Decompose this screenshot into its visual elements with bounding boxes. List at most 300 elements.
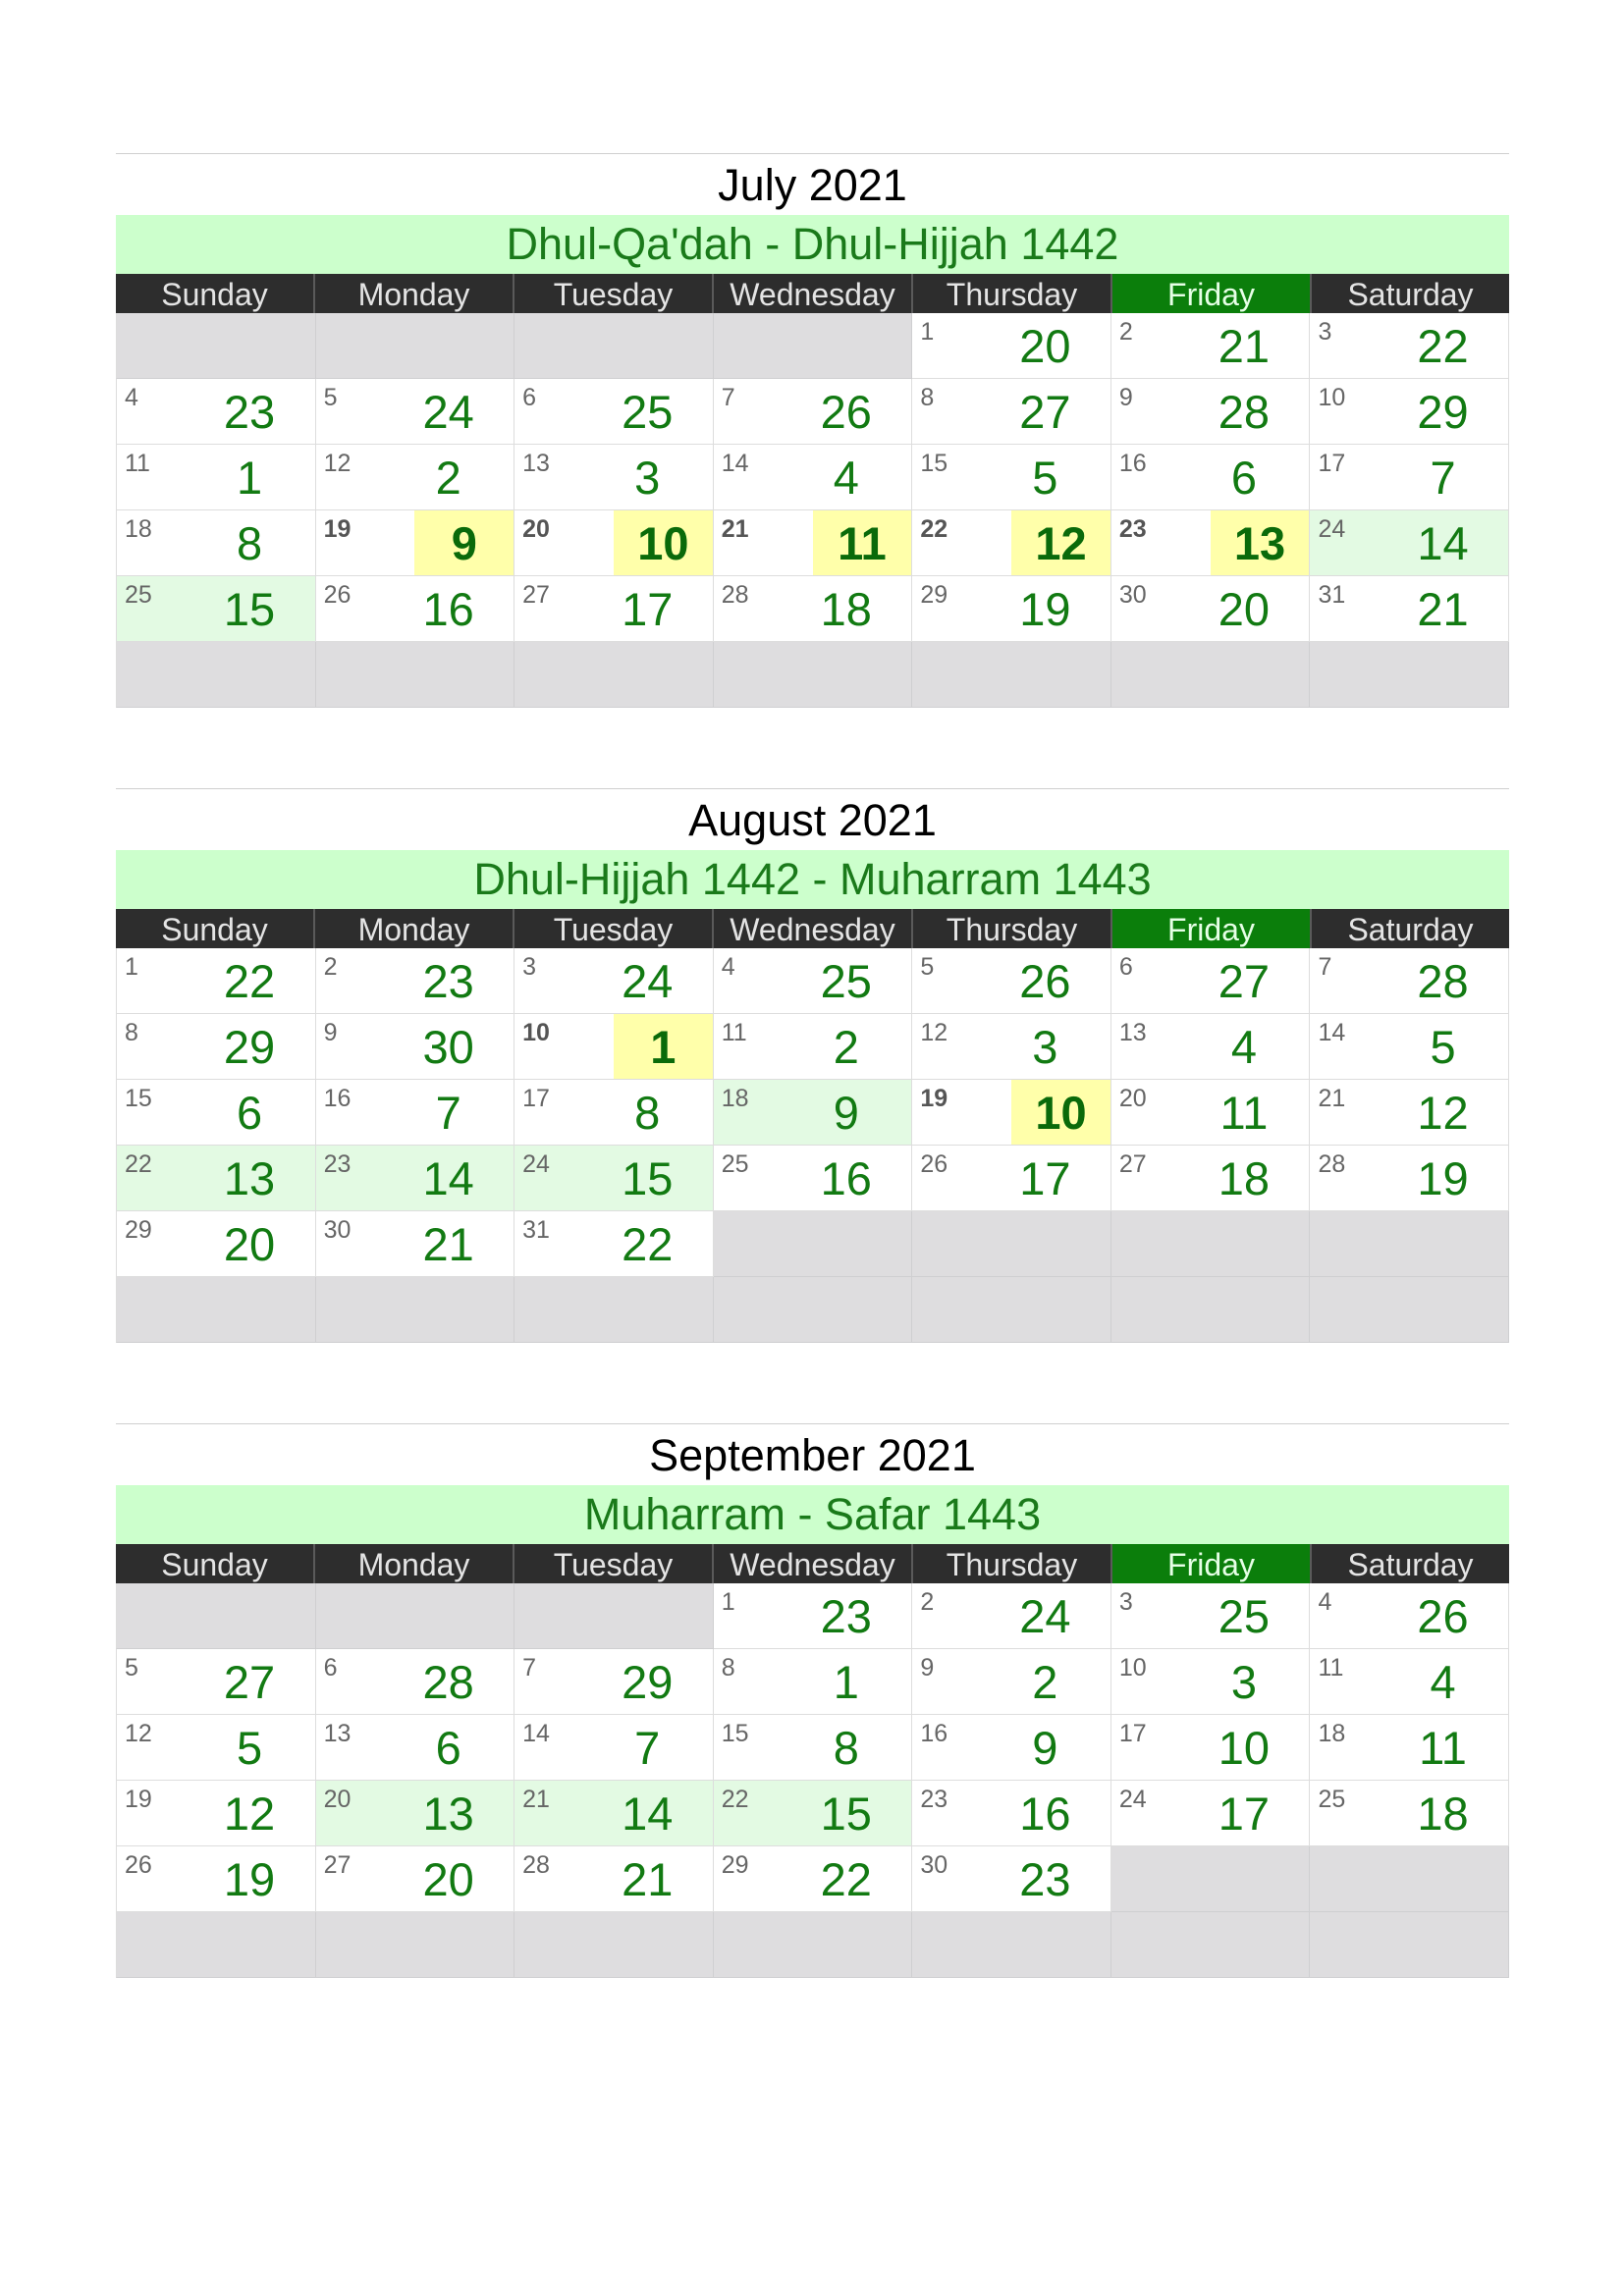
gregorian-day-number: 19: [125, 1786, 152, 1813]
gregorian-day-number: 24: [522, 1150, 550, 1178]
empty-day-cell: [1310, 1277, 1509, 1343]
gregorian-day-number: 27: [323, 1851, 352, 1879]
gregorian-day-number: 29: [721, 1851, 749, 1879]
hijri-day-number: 13: [1211, 510, 1310, 575]
day-cell: [714, 1146, 913, 1211]
day-cell: [1111, 1649, 1311, 1715]
gregorian-day-number: 25: [125, 581, 152, 609]
hijri-day-number: 20: [1218, 582, 1271, 635]
hijri-day-number: 27: [1019, 385, 1071, 438]
hijri-day-number: 23: [820, 1589, 872, 1642]
week-row: [116, 510, 1509, 576]
gregorian-day-number: 3: [1118, 1588, 1133, 1616]
weekday-monday: Monday: [315, 1544, 514, 1583]
hijri-day-number: 22: [622, 1217, 674, 1270]
gregorian-day-number: 13: [323, 1720, 352, 1747]
gregorian-day-number: 15: [721, 1720, 749, 1747]
gregorian-day-number: 27: [1118, 1150, 1147, 1178]
empty-day-cell: [912, 1211, 1111, 1277]
calendar-grid: [116, 948, 1509, 1343]
gregorian-day-number: 14: [1318, 1019, 1346, 1046]
week-row: [116, 1014, 1509, 1080]
gregorian-day-number: 9: [1118, 384, 1133, 411]
month-august: [116, 788, 1509, 1343]
gregorian-day-number: 30: [323, 1216, 352, 1244]
week-row: [116, 445, 1509, 510]
gregorian-day-number: 3: [1318, 318, 1332, 346]
gregorian-day-number: 10: [522, 1019, 550, 1046]
hijri-day-number: 20: [223, 1217, 276, 1270]
hijri-day-number: 18: [1417, 1787, 1469, 1840]
gregorian-day-number: 12: [920, 1019, 948, 1046]
hijri-day-number: 16: [1019, 1787, 1071, 1840]
weekday-thursday: Thursday: [913, 909, 1112, 948]
empty-day-cell: [116, 1912, 316, 1978]
gregorian-day-number: 19: [323, 515, 352, 543]
gregorian-day-number: 22: [920, 515, 948, 543]
day-cell: [316, 510, 515, 576]
gregorian-day-number: 20: [323, 1786, 352, 1813]
empty-day-cell: [912, 642, 1111, 708]
hijri-day-number: 8: [634, 1086, 661, 1139]
hijri-day-number: 8: [833, 1721, 859, 1774]
day-cell: [116, 1211, 316, 1277]
gregorian-day-number: 18: [721, 1085, 749, 1112]
weekday-thursday: Thursday: [913, 1544, 1112, 1583]
hijri-day-number: 17: [622, 582, 674, 635]
hijri-day-number: 21: [622, 1852, 674, 1905]
weekday-friday: Friday: [1112, 909, 1312, 948]
day-cell: [116, 379, 316, 445]
weekday-tuesday: Tuesday: [514, 274, 714, 313]
gregorian-day-number: 28: [1318, 1150, 1346, 1178]
gregorian-day-number: 16: [1118, 450, 1147, 477]
gregorian-day-number: 28: [721, 581, 749, 609]
empty-day-cell: [316, 1583, 515, 1649]
hijri-day-number: 21: [422, 1217, 474, 1270]
day-cell: [912, 445, 1111, 510]
day-cell: [116, 948, 316, 1014]
gregorian-day-number: 25: [1318, 1786, 1346, 1813]
hijri-day-number: 20: [422, 1852, 474, 1905]
day-cell: [1310, 1583, 1509, 1649]
day-cell: [1111, 1080, 1311, 1146]
gregorian-day-number: 14: [522, 1720, 550, 1747]
hijri-day-number: 2: [435, 451, 461, 504]
hijri-day-number: 28: [422, 1655, 474, 1708]
gregorian-day-number: 21: [721, 515, 749, 543]
weekday-wednesday: Wednesday: [714, 274, 913, 313]
weekday-header: [116, 1544, 1509, 1583]
day-cell: [1111, 1014, 1311, 1080]
gregorian-day-number: 18: [1318, 1720, 1346, 1747]
day-cell: [912, 1080, 1111, 1146]
hijri-day-number: 12: [223, 1787, 276, 1840]
hijri-day-number: 10: [1218, 1721, 1271, 1774]
gregorian-day-number: 23: [920, 1786, 948, 1813]
hijri-day-number: 12: [1011, 510, 1110, 575]
day-cell: [1111, 948, 1311, 1014]
day-cell: [1310, 576, 1509, 642]
empty-day-cell: [116, 1583, 316, 1649]
hijri-day-number: 11: [1219, 1086, 1269, 1139]
hijri-day-number: 15: [622, 1151, 674, 1204]
month-september: [116, 1423, 1509, 1978]
month-title: July 2021: [718, 160, 907, 210]
day-cell: [316, 1846, 515, 1912]
gregorian-day-number: 23: [1118, 515, 1147, 543]
hijri-day-number: 24: [1019, 1589, 1071, 1642]
empty-day-cell: [714, 1912, 913, 1978]
day-cell: [116, 445, 316, 510]
hijri-day-number: 18: [820, 582, 872, 635]
day-cell: [514, 510, 714, 576]
hijri-day-number: 10: [1011, 1080, 1110, 1145]
gregorian-day-number: 22: [125, 1150, 152, 1178]
day-cell: [116, 1080, 316, 1146]
gregorian-day-number: 25: [721, 1150, 749, 1178]
gregorian-day-number: 1: [920, 318, 935, 346]
day-cell: [1111, 313, 1311, 379]
hijri-day-number: 21: [1417, 582, 1469, 635]
day-cell: [912, 379, 1111, 445]
day-cell: [912, 1146, 1111, 1211]
calendar-grid: [116, 1583, 1509, 1978]
day-cell: [912, 510, 1111, 576]
gregorian-day-number: 13: [1118, 1019, 1147, 1046]
hijri-day-number: 2: [1032, 1655, 1058, 1708]
day-cell: [912, 576, 1111, 642]
day-cell: [316, 1146, 515, 1211]
empty-day-cell: [514, 1277, 714, 1343]
gregorian-day-number: 1: [125, 953, 138, 981]
gregorian-day-number: 26: [920, 1150, 948, 1178]
day-cell: [1111, 1146, 1311, 1211]
day-cell: [714, 1715, 913, 1781]
day-cell: [714, 1781, 913, 1846]
hijri-day-number: 29: [622, 1655, 674, 1708]
day-cell: [316, 445, 515, 510]
hijri-day-number: 8: [236, 516, 263, 569]
day-cell: [1310, 445, 1509, 510]
gregorian-day-number: 10: [1118, 1654, 1147, 1682]
hijri-day-number: 23: [1019, 1852, 1071, 1905]
week-row: [116, 1080, 1509, 1146]
weekday-header: [116, 274, 1509, 313]
hijri-day-number: 17: [1019, 1151, 1071, 1204]
month-title: August 2021: [688, 795, 937, 845]
day-cell: [116, 1781, 316, 1846]
empty-day-cell: [514, 1912, 714, 1978]
gregorian-day-number: 2: [1118, 318, 1133, 346]
day-cell: [116, 576, 316, 642]
hijri-day-number: 18: [1218, 1151, 1271, 1204]
day-cell: [1111, 379, 1311, 445]
empty-day-cell: [116, 313, 316, 379]
month-july: [116, 153, 1509, 708]
empty-day-cell: [1310, 1846, 1509, 1912]
weekday-header: [116, 909, 1509, 948]
gregorian-day-number: 11: [721, 1019, 747, 1046]
day-cell: [1111, 445, 1311, 510]
day-cell: [514, 379, 714, 445]
hijri-month-banner: Dhul-Hijjah 1442 - Muharram 1443: [116, 850, 1509, 909]
empty-day-cell: [912, 1912, 1111, 1978]
day-cell: [316, 379, 515, 445]
gregorian-day-number: 11: [1318, 1654, 1344, 1682]
hijri-day-number: 10: [614, 510, 713, 575]
gregorian-day-number: 4: [125, 384, 138, 411]
hijri-day-number: 25: [1218, 1589, 1271, 1642]
gregorian-day-number: 4: [1318, 1588, 1332, 1616]
gregorian-day-number: 16: [920, 1720, 948, 1747]
day-cell: [514, 1080, 714, 1146]
day-cell: [912, 1781, 1111, 1846]
gregorian-day-number: 7: [721, 384, 735, 411]
gregorian-day-number: 23: [323, 1150, 352, 1178]
day-cell: [116, 1715, 316, 1781]
day-cell: [514, 1715, 714, 1781]
empty-day-cell: [316, 1277, 515, 1343]
hijri-day-number: 26: [820, 385, 872, 438]
day-cell: [514, 1781, 714, 1846]
hijri-day-number: 30: [422, 1020, 474, 1073]
day-cell: [912, 1583, 1111, 1649]
hijri-day-number: 17: [1218, 1787, 1271, 1840]
day-cell: [714, 510, 913, 576]
gregorian-day-number: 13: [522, 450, 550, 477]
gregorian-day-number: 29: [920, 581, 948, 609]
hijri-day-number: 14: [422, 1151, 474, 1204]
week-row: [116, 1277, 1509, 1343]
week-row: [116, 1912, 1509, 1978]
week-row: [116, 379, 1509, 445]
weekday-saturday: Saturday: [1347, 277, 1474, 312]
weekday-tuesday: Tuesday: [514, 909, 714, 948]
hijri-day-number: 24: [622, 954, 674, 1007]
hijri-day-number: 28: [1218, 385, 1271, 438]
hijri-day-number: 23: [422, 954, 474, 1007]
day-cell: [714, 1080, 913, 1146]
day-cell: [116, 1649, 316, 1715]
hijri-day-number: 29: [223, 1020, 276, 1073]
hijri-day-number: 28: [1417, 954, 1469, 1007]
hijri-day-number: 11: [1419, 1721, 1467, 1774]
week-row: [116, 1583, 1509, 1649]
gregorian-day-number: 8: [920, 384, 935, 411]
day-cell: [116, 1014, 316, 1080]
week-row: [116, 1715, 1509, 1781]
gregorian-day-number: 11: [125, 450, 150, 477]
gregorian-day-number: 17: [522, 1085, 550, 1112]
hijri-day-number: 1: [833, 1655, 859, 1708]
week-row: [116, 948, 1509, 1014]
gregorian-day-number: 1: [721, 1588, 735, 1616]
week-row: [116, 313, 1509, 379]
hijri-day-number: 7: [1430, 451, 1456, 504]
gregorian-day-number: 30: [1118, 581, 1147, 609]
gregorian-day-number: 26: [125, 1851, 152, 1879]
empty-day-cell: [116, 642, 316, 708]
gregorian-day-number: 10: [1318, 384, 1346, 411]
day-cell: [514, 1649, 714, 1715]
hijri-day-number: 6: [1230, 451, 1258, 504]
hijri-day-number: 16: [820, 1151, 872, 1204]
day-cell: [514, 1846, 714, 1912]
week-row: [116, 1846, 1509, 1912]
hijri-month-banner: Dhul-Qa'dah - Dhul-Hijjah 1442: [116, 215, 1509, 274]
day-cell: [316, 1014, 515, 1080]
gregorian-day-number: 9: [920, 1654, 935, 1682]
hijri-day-number: 13: [422, 1787, 474, 1840]
day-cell: [1310, 379, 1509, 445]
day-cell: [316, 1211, 515, 1277]
gregorian-day-number: 21: [522, 1786, 550, 1813]
hijri-day-number: 24: [422, 385, 474, 438]
day-cell: [1111, 576, 1311, 642]
day-cell: [714, 379, 913, 445]
day-cell: [912, 1715, 1111, 1781]
day-cell: [1111, 1781, 1311, 1846]
hijri-day-number: 4: [1430, 1655, 1456, 1708]
day-cell: [1310, 1781, 1509, 1846]
weekday-sunday: Sunday: [116, 909, 315, 948]
day-cell: [514, 1014, 714, 1080]
empty-day-cell: [514, 642, 714, 708]
week-row: [116, 1146, 1509, 1211]
empty-day-cell: [1310, 1211, 1509, 1277]
empty-day-cell: [1111, 1211, 1311, 1277]
gregorian-day-number: 24: [1118, 1786, 1147, 1813]
day-cell: [1111, 510, 1311, 576]
gregorian-day-number: 29: [125, 1216, 152, 1244]
empty-day-cell: [316, 1912, 515, 1978]
hijri-day-number: 22: [1417, 319, 1469, 372]
empty-day-cell: [116, 1277, 316, 1343]
empty-day-cell: [714, 1277, 913, 1343]
gregorian-day-number: 8: [721, 1654, 735, 1682]
day-cell: [1310, 1014, 1509, 1080]
week-row: [116, 1649, 1509, 1715]
day-cell: [912, 1846, 1111, 1912]
day-cell: [316, 1715, 515, 1781]
hijri-day-number: 2: [833, 1020, 859, 1073]
gregorian-day-number: 9: [323, 1019, 338, 1046]
empty-day-cell: [316, 642, 515, 708]
day-cell: [316, 1080, 515, 1146]
gregorian-day-number: 22: [721, 1786, 749, 1813]
hijri-day-number: 16: [422, 582, 474, 635]
weekday-sunday: Sunday: [116, 274, 315, 313]
hijri-day-number: 4: [1230, 1020, 1258, 1073]
hijri-day-number: 5: [1032, 451, 1058, 504]
weekday-tuesday: Tuesday: [514, 1544, 714, 1583]
gregorian-day-number: 17: [1318, 450, 1346, 477]
hijri-day-number: 14: [1417, 516, 1469, 569]
day-cell: [1111, 1715, 1311, 1781]
day-cell: [116, 1146, 316, 1211]
gregorian-day-number: 14: [721, 450, 749, 477]
hijri-day-number: 27: [223, 1655, 276, 1708]
empty-day-cell: [714, 313, 913, 379]
gregorian-day-number: 31: [522, 1216, 550, 1244]
gregorian-day-number: 16: [323, 1085, 352, 1112]
gregorian-day-number: 20: [1118, 1085, 1147, 1112]
hijri-day-number: 23: [223, 385, 276, 438]
gregorian-day-number: 31: [1318, 581, 1346, 609]
empty-day-cell: [1111, 1912, 1311, 1978]
day-cell: [714, 1649, 913, 1715]
day-cell: [912, 948, 1111, 1014]
hijri-day-number: 3: [634, 451, 661, 504]
gregorian-day-number: 5: [323, 384, 338, 411]
weekday-monday: Monday: [315, 274, 514, 313]
week-row: [116, 642, 1509, 708]
weekday-wednesday: Wednesday: [714, 1544, 913, 1583]
day-cell: [1310, 313, 1509, 379]
week-row: [116, 576, 1509, 642]
hijri-day-number: 15: [820, 1787, 872, 1840]
empty-day-cell: [316, 313, 515, 379]
weekday-saturday: Saturday: [1347, 1547, 1474, 1582]
day-cell: [316, 576, 515, 642]
gregorian-day-number: 19: [920, 1085, 948, 1112]
gregorian-day-number: 15: [920, 450, 948, 477]
gregorian-day-number: 5: [920, 953, 935, 981]
gregorian-day-number: 5: [125, 1654, 138, 1682]
hijri-day-number: 6: [236, 1086, 263, 1139]
day-cell: [514, 948, 714, 1014]
hijri-day-number: 22: [223, 954, 276, 1007]
hijri-day-number: 5: [236, 1721, 263, 1774]
hijri-day-number: 19: [223, 1852, 276, 1905]
gregorian-day-number: 30: [920, 1851, 948, 1879]
day-cell: [316, 948, 515, 1014]
day-cell: [316, 1781, 515, 1846]
hijri-day-number: 25: [820, 954, 872, 1007]
gregorian-day-number: 28: [522, 1851, 550, 1879]
hijri-day-number: 26: [1019, 954, 1071, 1007]
gregorian-day-number: 20: [522, 515, 550, 543]
empty-day-cell: [514, 313, 714, 379]
weekday-friday: Friday: [1112, 274, 1312, 313]
hijri-day-number: 22: [820, 1852, 872, 1905]
day-cell: [1310, 1715, 1509, 1781]
gregorian-day-number: 24: [1318, 515, 1346, 543]
gregorian-day-number: 17: [1118, 1720, 1147, 1747]
day-cell: [714, 576, 913, 642]
day-cell: [1111, 1583, 1311, 1649]
gregorian-day-number: 8: [125, 1019, 138, 1046]
hijri-day-number: 27: [1218, 954, 1271, 1007]
hijri-day-number: 25: [622, 385, 674, 438]
day-cell: [714, 445, 913, 510]
day-cell: [912, 1014, 1111, 1080]
empty-day-cell: [1111, 1277, 1311, 1343]
day-cell: [714, 1014, 913, 1080]
day-cell: [1310, 1649, 1509, 1715]
gregorian-day-number: 26: [323, 581, 352, 609]
day-cell: [1310, 1080, 1509, 1146]
day-cell: [1310, 948, 1509, 1014]
hijri-month-banner: Muharram - Safar 1443: [116, 1485, 1509, 1544]
day-cell: [116, 510, 316, 576]
hijri-day-number: 5: [1430, 1020, 1456, 1073]
hijri-day-number: 26: [1417, 1589, 1469, 1642]
hijri-day-number: 19: [1019, 582, 1071, 635]
gregorian-day-number: 6: [323, 1654, 338, 1682]
gregorian-day-number: 2: [920, 1588, 935, 1616]
